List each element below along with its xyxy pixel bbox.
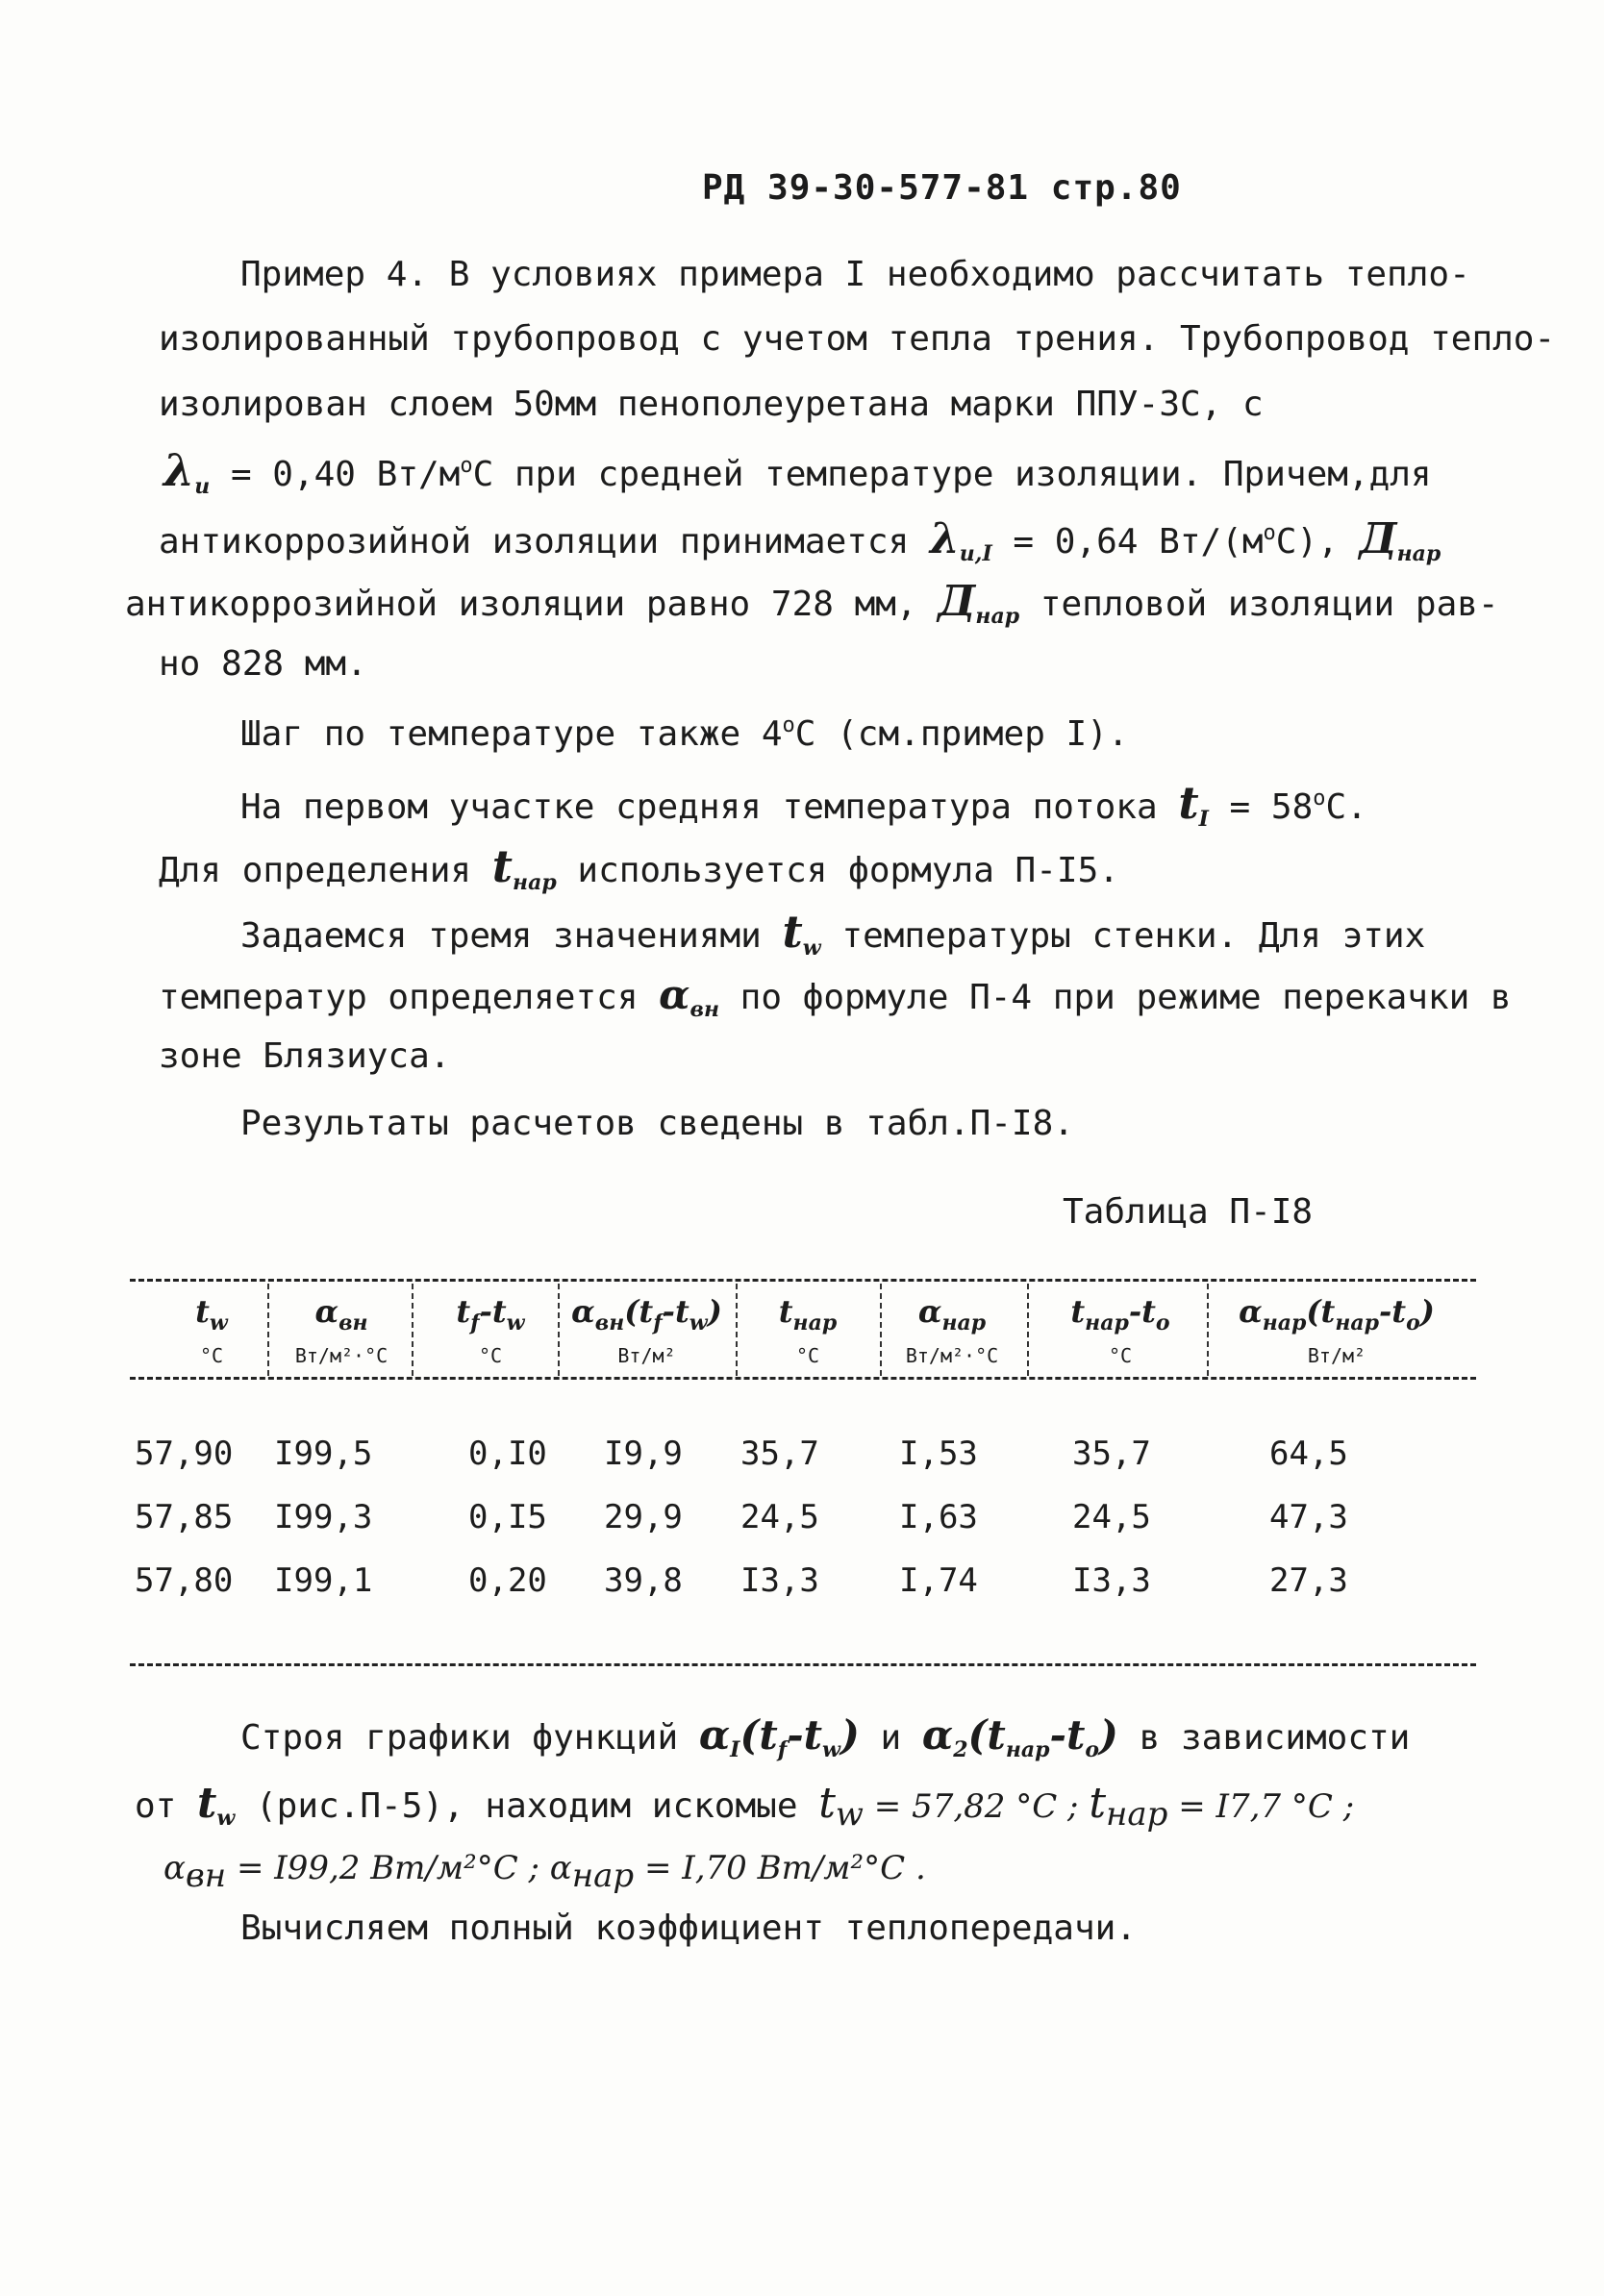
text-line (159, 840, 1119, 895)
text-span: температур определяется (159, 978, 660, 1017)
table-cell: 0,I5 (468, 1498, 547, 1536)
subscript: вн (185, 1857, 227, 1895)
header-main: t (456, 1293, 471, 1330)
table-cell: 35,7 (740, 1435, 819, 1473)
table-cell: I,63 (899, 1498, 978, 1536)
header-sub: нар (1085, 1310, 1129, 1335)
t-symbol: t (197, 1779, 217, 1828)
text-line: Результаты расчетов сведены в табл.П-I8. (240, 1104, 1074, 1143)
t-symbol: t (1178, 777, 1199, 829)
text-line (240, 1711, 1410, 1762)
text-span: С (см.пример I). (794, 714, 1129, 754)
subscript: и (194, 474, 211, 499)
formula-span: (t (967, 1711, 1006, 1759)
lambda-symbol: λ (929, 514, 960, 563)
table-cell: I3,3 (1072, 1561, 1151, 1600)
superscript: о (1263, 521, 1276, 545)
header-main: α (917, 1293, 942, 1330)
subscript: w (835, 1795, 864, 1834)
handwritten-value: t (1089, 1779, 1107, 1828)
text-line: Пример 4. В условиях примера I необходимо рассчитать тепло- (240, 255, 1470, 294)
table-cell: 0,I0 (468, 1435, 547, 1473)
table-cell: 27,3 (1269, 1561, 1348, 1600)
text-line: изолированный трубопровод с учетом тепла трения. Трубопровод тепло- (159, 319, 1556, 359)
text-line: изолирован слоем 50мм пенополеуретана марки ППУ-3С, с (159, 385, 1264, 424)
text-line (125, 577, 1499, 629)
text-span: Для определения (159, 851, 492, 890)
subscript: I (730, 1737, 740, 1762)
header-sub: w (689, 1310, 708, 1335)
header-unit: Вт/м² (617, 1344, 676, 1367)
t-symbol: t (491, 840, 514, 892)
column-separator (267, 1284, 269, 1376)
header-sub: f (653, 1310, 663, 1335)
subscript: вн (689, 997, 719, 1022)
superscript: о (782, 713, 795, 737)
table-bottom-rule (130, 1663, 1476, 1666)
formula-span: ) (840, 1711, 860, 1759)
header-sub: вн (338, 1310, 368, 1335)
header-tail: ) (1419, 1293, 1435, 1330)
page-header: РД 39-30-577-81 стр.80 (702, 168, 1182, 208)
table-cell: 0,20 (468, 1561, 547, 1600)
header-sub: нар (792, 1310, 838, 1335)
diameter-symbol: Д (1359, 514, 1397, 563)
text-span: Задаемся тремя значениями (240, 916, 783, 956)
table-cell: 35,7 (1072, 1435, 1151, 1473)
header-unit: Вт/м² (1307, 1344, 1366, 1367)
table-header (1039, 1293, 1202, 1335)
header-unit: °С (1108, 1344, 1133, 1367)
text-line (163, 444, 1432, 499)
text-span: = 58 (1208, 787, 1314, 827)
handwritten-value: = I99,2 Вт/м²°С ; (226, 1849, 550, 1887)
alpha-symbol: α (698, 1711, 731, 1759)
text-span: используется формула П-I5. (556, 851, 1119, 890)
column-separator (558, 1284, 560, 1376)
text-line (163, 1848, 926, 1895)
header-unit: °С (478, 1344, 503, 1367)
header-tail: (t (1306, 1293, 1336, 1330)
subscript: нар (975, 604, 1020, 629)
table-cell: 47,3 (1269, 1498, 1348, 1536)
table-cell: I,74 (899, 1561, 978, 1600)
header-main: t (778, 1293, 793, 1330)
table-cell: 24,5 (740, 1498, 819, 1536)
header-unit: Вт/м²·°С (905, 1344, 999, 1367)
table-cell: 29,9 (604, 1498, 683, 1536)
formula-span: ) (1099, 1711, 1118, 1759)
handwritten-value: α (549, 1849, 572, 1887)
header-main: α (1239, 1293, 1263, 1330)
text-span: На первом участке средняя температура потока (240, 787, 1179, 827)
header-unit: Вт/м²·°С (294, 1344, 388, 1367)
header-sub: нар (941, 1310, 987, 1335)
superscript: о (1313, 786, 1326, 811)
table-header-rule (130, 1377, 1476, 1380)
text-span: С. (1325, 787, 1367, 827)
text-line: зоне Блязиуса. (159, 1036, 451, 1076)
table-cell: I99,3 (274, 1498, 373, 1536)
table-header (740, 1293, 875, 1335)
header-tail: -t (662, 1293, 689, 1330)
handwritten-value: = I7,7 °С ; (1167, 1787, 1355, 1826)
header-sub: нар (1335, 1310, 1380, 1335)
table-cell: I99,1 (274, 1561, 373, 1600)
text-span: = 0,64 Вт/(м (991, 522, 1264, 562)
text-line (135, 1779, 1354, 1834)
subscript: 2 (953, 1737, 968, 1762)
table-cell: I3,3 (740, 1561, 819, 1600)
header-sub: w (506, 1310, 525, 1335)
table-header (885, 1293, 1019, 1335)
table-cell: 57,90 (135, 1435, 234, 1473)
formula-span: (t (739, 1711, 778, 1759)
text-span: и (859, 1718, 922, 1758)
text-span: (рис.П-5), находим искомые (235, 1786, 819, 1826)
table-cell: 39,8 (604, 1561, 683, 1600)
subscript: нар (571, 1857, 635, 1895)
text-span: от (135, 1786, 198, 1826)
header-tail: -t (1379, 1293, 1407, 1330)
subscript: I (1198, 807, 1209, 832)
formula-span: -t (787, 1711, 823, 1759)
text-line: но 828 мм. (159, 644, 367, 684)
superscript: о (460, 454, 473, 478)
column-separator (412, 1284, 414, 1376)
text-line (240, 777, 1367, 832)
table-cell: I,53 (899, 1435, 978, 1473)
header-sub: f (470, 1310, 480, 1335)
header-unit: °C (199, 1344, 224, 1367)
handwritten-value: α (163, 1849, 186, 1887)
text-span: антикоррозийной изоляции равно 728 мм, (125, 585, 939, 624)
diameter-symbol: Д (938, 577, 976, 626)
table-header (279, 1293, 404, 1335)
header-unit: °С (795, 1344, 820, 1367)
text-span: в зависимости (1117, 1718, 1411, 1758)
text-line (159, 514, 1441, 566)
header-main: t (195, 1293, 210, 1330)
header-sub: вн (594, 1310, 625, 1335)
alpha-symbol: α (921, 1711, 954, 1759)
subscript: w (822, 1737, 840, 1762)
text-span: = 0,40 Вт/м (210, 455, 461, 494)
subscript: w (802, 936, 821, 961)
text-span: по формуле П-4 при режиме перекачки в (719, 978, 1512, 1017)
table-cell: 57,80 (135, 1561, 234, 1600)
header-tail: ) (707, 1293, 722, 1330)
table-cell: 57,85 (135, 1498, 234, 1536)
text-span: Строя графики функций (240, 1718, 699, 1758)
text-span: С), (1275, 522, 1360, 562)
subscript: и,I (959, 541, 992, 566)
header-sub: нар (1262, 1310, 1307, 1335)
subscript: нар (1106, 1795, 1168, 1834)
header-main: α (571, 1293, 595, 1330)
table-header (563, 1293, 731, 1335)
subscript: w (216, 1806, 236, 1831)
table-header (423, 1293, 558, 1335)
text-span: С при средней температуре изоляции. Причем,для (472, 455, 1432, 494)
table-cell: 64,5 (1269, 1435, 1348, 1473)
table-cell: I9,9 (604, 1435, 683, 1473)
table-header (159, 1293, 264, 1335)
subscript: нар (1005, 1737, 1050, 1762)
text-span: антикоррозийной изоляции принимается (159, 522, 930, 562)
subscript: о (1085, 1737, 1100, 1762)
table-top-rule (130, 1279, 1476, 1282)
header-main: t (1070, 1293, 1086, 1330)
text-line (240, 713, 1129, 754)
handwritten-value: = 57,82 °С ; (863, 1787, 1090, 1826)
column-separator (1027, 1284, 1029, 1376)
text-span: тепловой изоляции рав- (1019, 585, 1499, 624)
t-symbol: t (782, 906, 803, 958)
column-separator (880, 1284, 882, 1376)
column-separator (1207, 1284, 1209, 1376)
handwritten-value: t (818, 1779, 836, 1828)
text-line (240, 906, 1425, 961)
text-line: Вычисляем полный коэффициент теплопередачи. (240, 1909, 1137, 1948)
header-sub: о (1155, 1310, 1170, 1335)
alpha-symbol: α (659, 971, 690, 1018)
table-caption: Таблица П-I8 (1063, 1192, 1314, 1232)
text-span: Шаг по температуре также 4 (240, 714, 783, 754)
header-tail: -t (479, 1293, 507, 1330)
header-main: α (314, 1293, 339, 1330)
table-cell: 24,5 (1072, 1498, 1151, 1536)
header-tail: -t (1128, 1293, 1156, 1330)
subscript: f (777, 1737, 788, 1762)
lambda-symbol: λ (163, 444, 195, 496)
subscript: нар (1396, 541, 1441, 566)
header-sub: w (209, 1310, 228, 1335)
header-tail: (t (624, 1293, 654, 1330)
handwritten-value: = I,70 Вт/м²°С . (634, 1849, 926, 1887)
column-separator (736, 1284, 738, 1376)
formula-span: -t (1049, 1711, 1086, 1759)
table-cell: I99,5 (274, 1435, 373, 1473)
subscript: нар (513, 870, 557, 895)
text-line (159, 971, 1512, 1022)
header-sub: о (1406, 1310, 1420, 1335)
table-header (1212, 1293, 1462, 1335)
text-span: температуры стенки. Для этих (820, 916, 1426, 956)
